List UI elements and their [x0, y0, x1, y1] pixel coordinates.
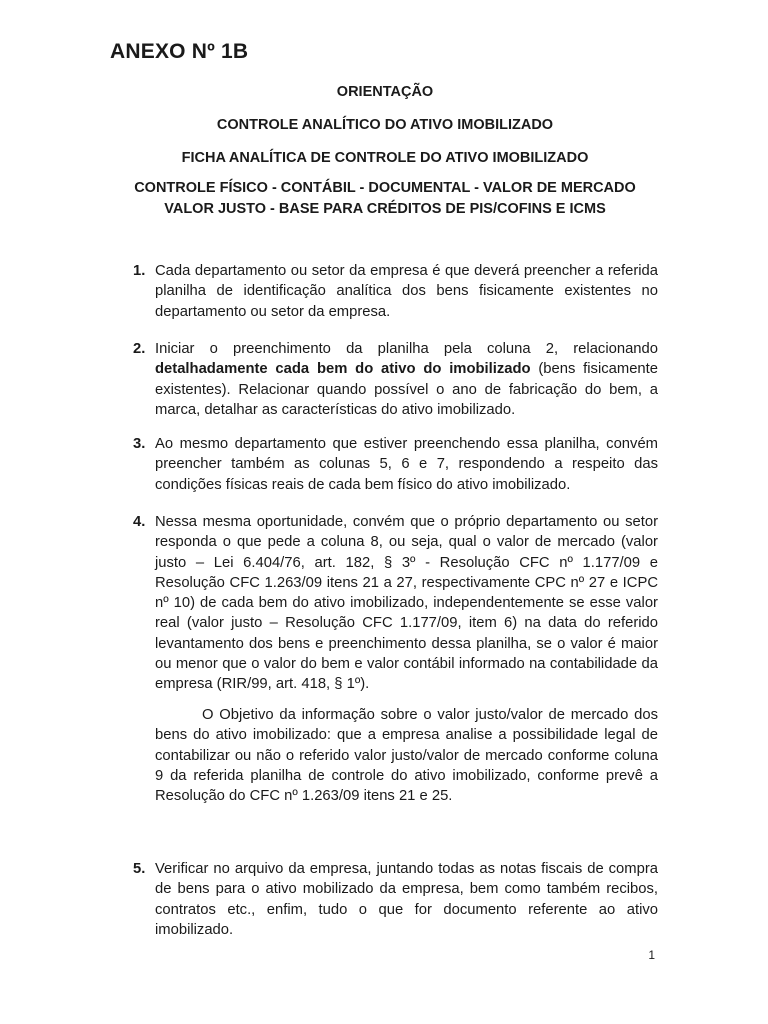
list-item [133, 434, 658, 495]
page-number: 1 [648, 948, 655, 962]
item-text: Nessa mesma oportunidade, convém que o próprio departamento ou setor responda o que pede a coluna 8, ou seja, qual o valor de mercado (valor justo – Lei 6.404/76, art. 182, § 3º - Resolução CFC nº 1.177/09 e Resolução CFC 1.263/09 itens 21 a 27, respectivamente CPC nº 27 e ICPC nº 10) de cada bem do ativo imobilizado, independentemente se esse valor real (valor justo – Resolução CFC 1.177/09, item 6) na data do referido levantamento dos bens e preenchimento dessa planilha, se o valor é maior ou menor que o valor do bem e valor contábil informado na contabilidade da empresa (RIR/99, art. 418, § 1º). [155, 514, 658, 693]
heading-controle-fisico-line1: CONTROLE FÍSICO - CONTÁBIL - DOCUMENTAL - VALOR DE MERCADO [134, 180, 636, 196]
item-number: 5. [133, 861, 146, 877]
heading-orientacao: ORIENTAÇÃO [336, 84, 434, 100]
heading-controle-analitico: CONTROLE ANALÍTICO DO ATIVO IMOBILIZADO [216, 117, 554, 133]
item-number: 4. [133, 514, 146, 530]
item-text: Cada departamento ou setor da empresa é que deverá preencher a referida planilha de identificação analítica dos bens fisicamente existentes no departamento ou setor da empresa. [155, 263, 658, 320]
item-text-bold: detalhadamente cada bem do ativo do imobilizado [155, 361, 531, 378]
list-item [133, 512, 658, 695]
item-number: 3. [133, 436, 146, 452]
heading-ficha-analitica: FICHA ANALÍTICA DE CONTROLE DO ATIVO IMOBILIZADO [181, 150, 589, 166]
list-item [133, 339, 658, 420]
item-text: Verificar no arquivo da empresa, juntando todas as notas fiscais de compra de bens para o ativo mobilizado da empresa, bem como também recibos, contratos etc., enfim, tudo o que for documento referente ao ativo imobilizado. [155, 861, 658, 938]
list-item [133, 859, 658, 940]
annex-title: ANEXO Nº 1B [110, 40, 249, 63]
list-item [133, 261, 658, 322]
objective-paragraph: O Objetivo da informação sobre o valor justo/valor de mercado dos bens do ativo imobilizado: que a empresa analise a possibilidade legal de contabilizar ou não o referido valor justo/valor de mercado conforme coluna 9 da referida planilha de controle do ativo imobilizado, conforme prevê a Resolução do CFC nº 1.263/09 itens 21 e 25. [155, 707, 658, 805]
item-text-after: (bens fisicamente existentes). Relacionar quando possível o ano de fabricação do bem, a marca, detalhar as características do ativo imobilizado. [155, 361, 658, 418]
heading-controle-fisico-line2: VALOR JUSTO - BASE PARA CRÉDITOS DE PIS/COFINS E ICMS [164, 201, 606, 217]
item-number: 2. [133, 341, 146, 357]
item-text [155, 339, 658, 420]
heading-controle-fisico [100, 178, 670, 220]
item-number: 1. [133, 263, 146, 279]
item-text: Ao mesmo departamento que estiver preenchendo essa planilha, convém preencher também as colunas 5, 6 e 7, respondendo a respeito das condições físicas reais de cada bem físico do ativo imobilizado. [155, 436, 658, 493]
item-text-before: Iniciar o preenchimento da planilha pela coluna 2, relacionando [155, 341, 658, 357]
